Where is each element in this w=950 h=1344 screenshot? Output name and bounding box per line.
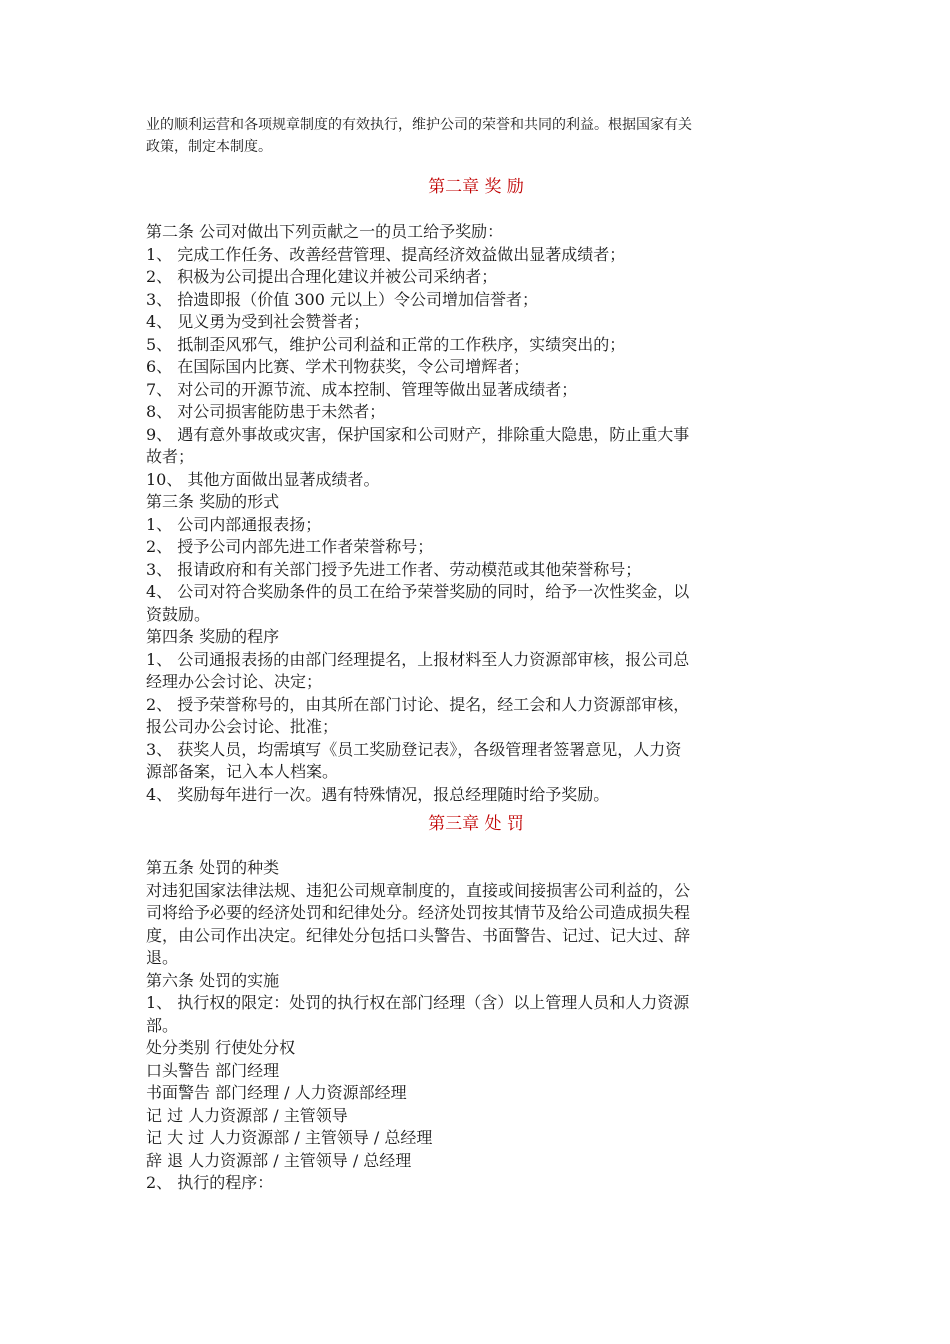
text-line: 第三条 奖励的形式 [146,492,280,511]
text-line: 对违犯国家法律法规、违犯公司规章制度的，直接或间接损害公司利益的，公 [146,880,691,900]
text-line: 经理办公会讨论、决定； [146,672,323,691]
text-line: 报公司办公会讨论、批准； [146,717,339,736]
text-line: 4、 公司对符合奖励条件的员工在给予荣誉奖励的同时，给予一次性奖金，以 [146,582,690,601]
text-line: 资鼓励。 [146,604,211,624]
chapter-3-heading: 第三章 处 罚 [428,814,524,834]
text-line: 2、 授予荣誉称号的，由其所在部门讨论、提名，经工会和人力资源部审核， [146,694,690,714]
text-line: 10、 其他方面做出显著成绩者。 [146,469,380,489]
text-line: 第五条 处罚的种类 [146,858,280,877]
text-line: 1、 公司通报表扬的由部门经理提名，上报材料至人力资源部审核，报公司总 [146,649,690,669]
chapter-2-heading: 第二章 奖 励 [428,177,524,197]
text-line: 5、 抵制歪风邪气，维护公司利益和正常的工作秩序，实绩突出的； [146,334,626,354]
text-line: 3、 拾遗即报（价值 300 元以上）令公司增加信誉者； [146,289,538,309]
text-line: 记 过 人力资源部 / 主管领导 [146,1105,348,1125]
text-line: 4、 见义勇为受到社会赞誉者； [146,312,370,331]
text-line: 政策，制定本制度。 [146,139,272,155]
text-line: 3、 获奖人员，均需填写《员工奖励登记表》，各级管理者签署意见，人力资 [146,739,682,759]
text-line: 7、 对公司的开源节流、成本控制、管理等做出显著成绩者； [146,379,578,399]
text-line: 故者； [146,447,195,466]
text-line: 1、 执行权的限定：处罚的执行权在部门经理（含）以上管理人员和人力资源 [146,993,690,1012]
text-line: 第四条 奖励的程序 [146,627,280,646]
text-line: 口头警告 部门经理 [146,1060,280,1080]
text-line: 书面警告 部门经理 / 人力资源部经理 [146,1083,407,1102]
text-line: 记 大 过 人力资源部 / 主管领导 / 总经理 [146,1128,433,1147]
text-line: 度，由公司作出决定。纪律处分包括口头警告、书面警告、记过、记大过、辞 [146,925,691,945]
text-line: 1、 公司内部通报表扬； [146,514,322,534]
text-line: 第二条 公司对做出下列贡献之一的员工给予奖励： [146,222,504,241]
chapter-2-body [146,221,806,806]
chapter-3-body [146,857,806,1195]
text-line: 8、 对公司损害能防患于未然者； [146,402,386,421]
text-line: 3、 报请政府和有关部门授予先进工作者、劳动模范或其他荣誉称号； [146,559,642,579]
text-line: 司将给予必要的经济处罚和纪律处分。经济处罚按其情节及给公司造成损失程 [146,903,691,922]
text-line: 辞 退 人力资源部 / 主管领导 / 总经理 [146,1150,412,1170]
text-line: 4、 奖励每年进行一次。遇有特殊情况，报总经理随时给予奖励。 [146,784,610,804]
text-line: 2、 积极为公司提出合理化建议并被公司采纳者； [146,267,498,286]
text-line: 2、 授予公司内部先进工作者荣誉称号； [146,537,434,556]
text-line: 部。 [146,1015,179,1035]
text-line: 处分类别 行使处分权 [146,1038,296,1057]
text-line: 9、 遇有意外事故或灾害，保护国家和公司财产，排除重大隐患，防止重大事 [146,424,690,444]
text-line: 1、 完成工作任务、改善经营管理、提高经济效益做出显著成绩者； [146,244,626,264]
text-line: 第六条 处罚的实施 [146,970,280,990]
text-line: 源部备案，记入本人档案。 [146,762,339,781]
text-line: 业的顺利运营和各项规章制度的有效执行，维护公司的荣誉和共同的利益。根据国家有关 [146,117,692,133]
text-line: 2、 执行的程序： [146,1173,274,1192]
intro-paragraph [146,114,806,158]
text-line: 退。 [146,948,179,967]
text-line: 6、 在国际国内比赛、学术刊物获奖，令公司增辉者； [146,357,530,376]
